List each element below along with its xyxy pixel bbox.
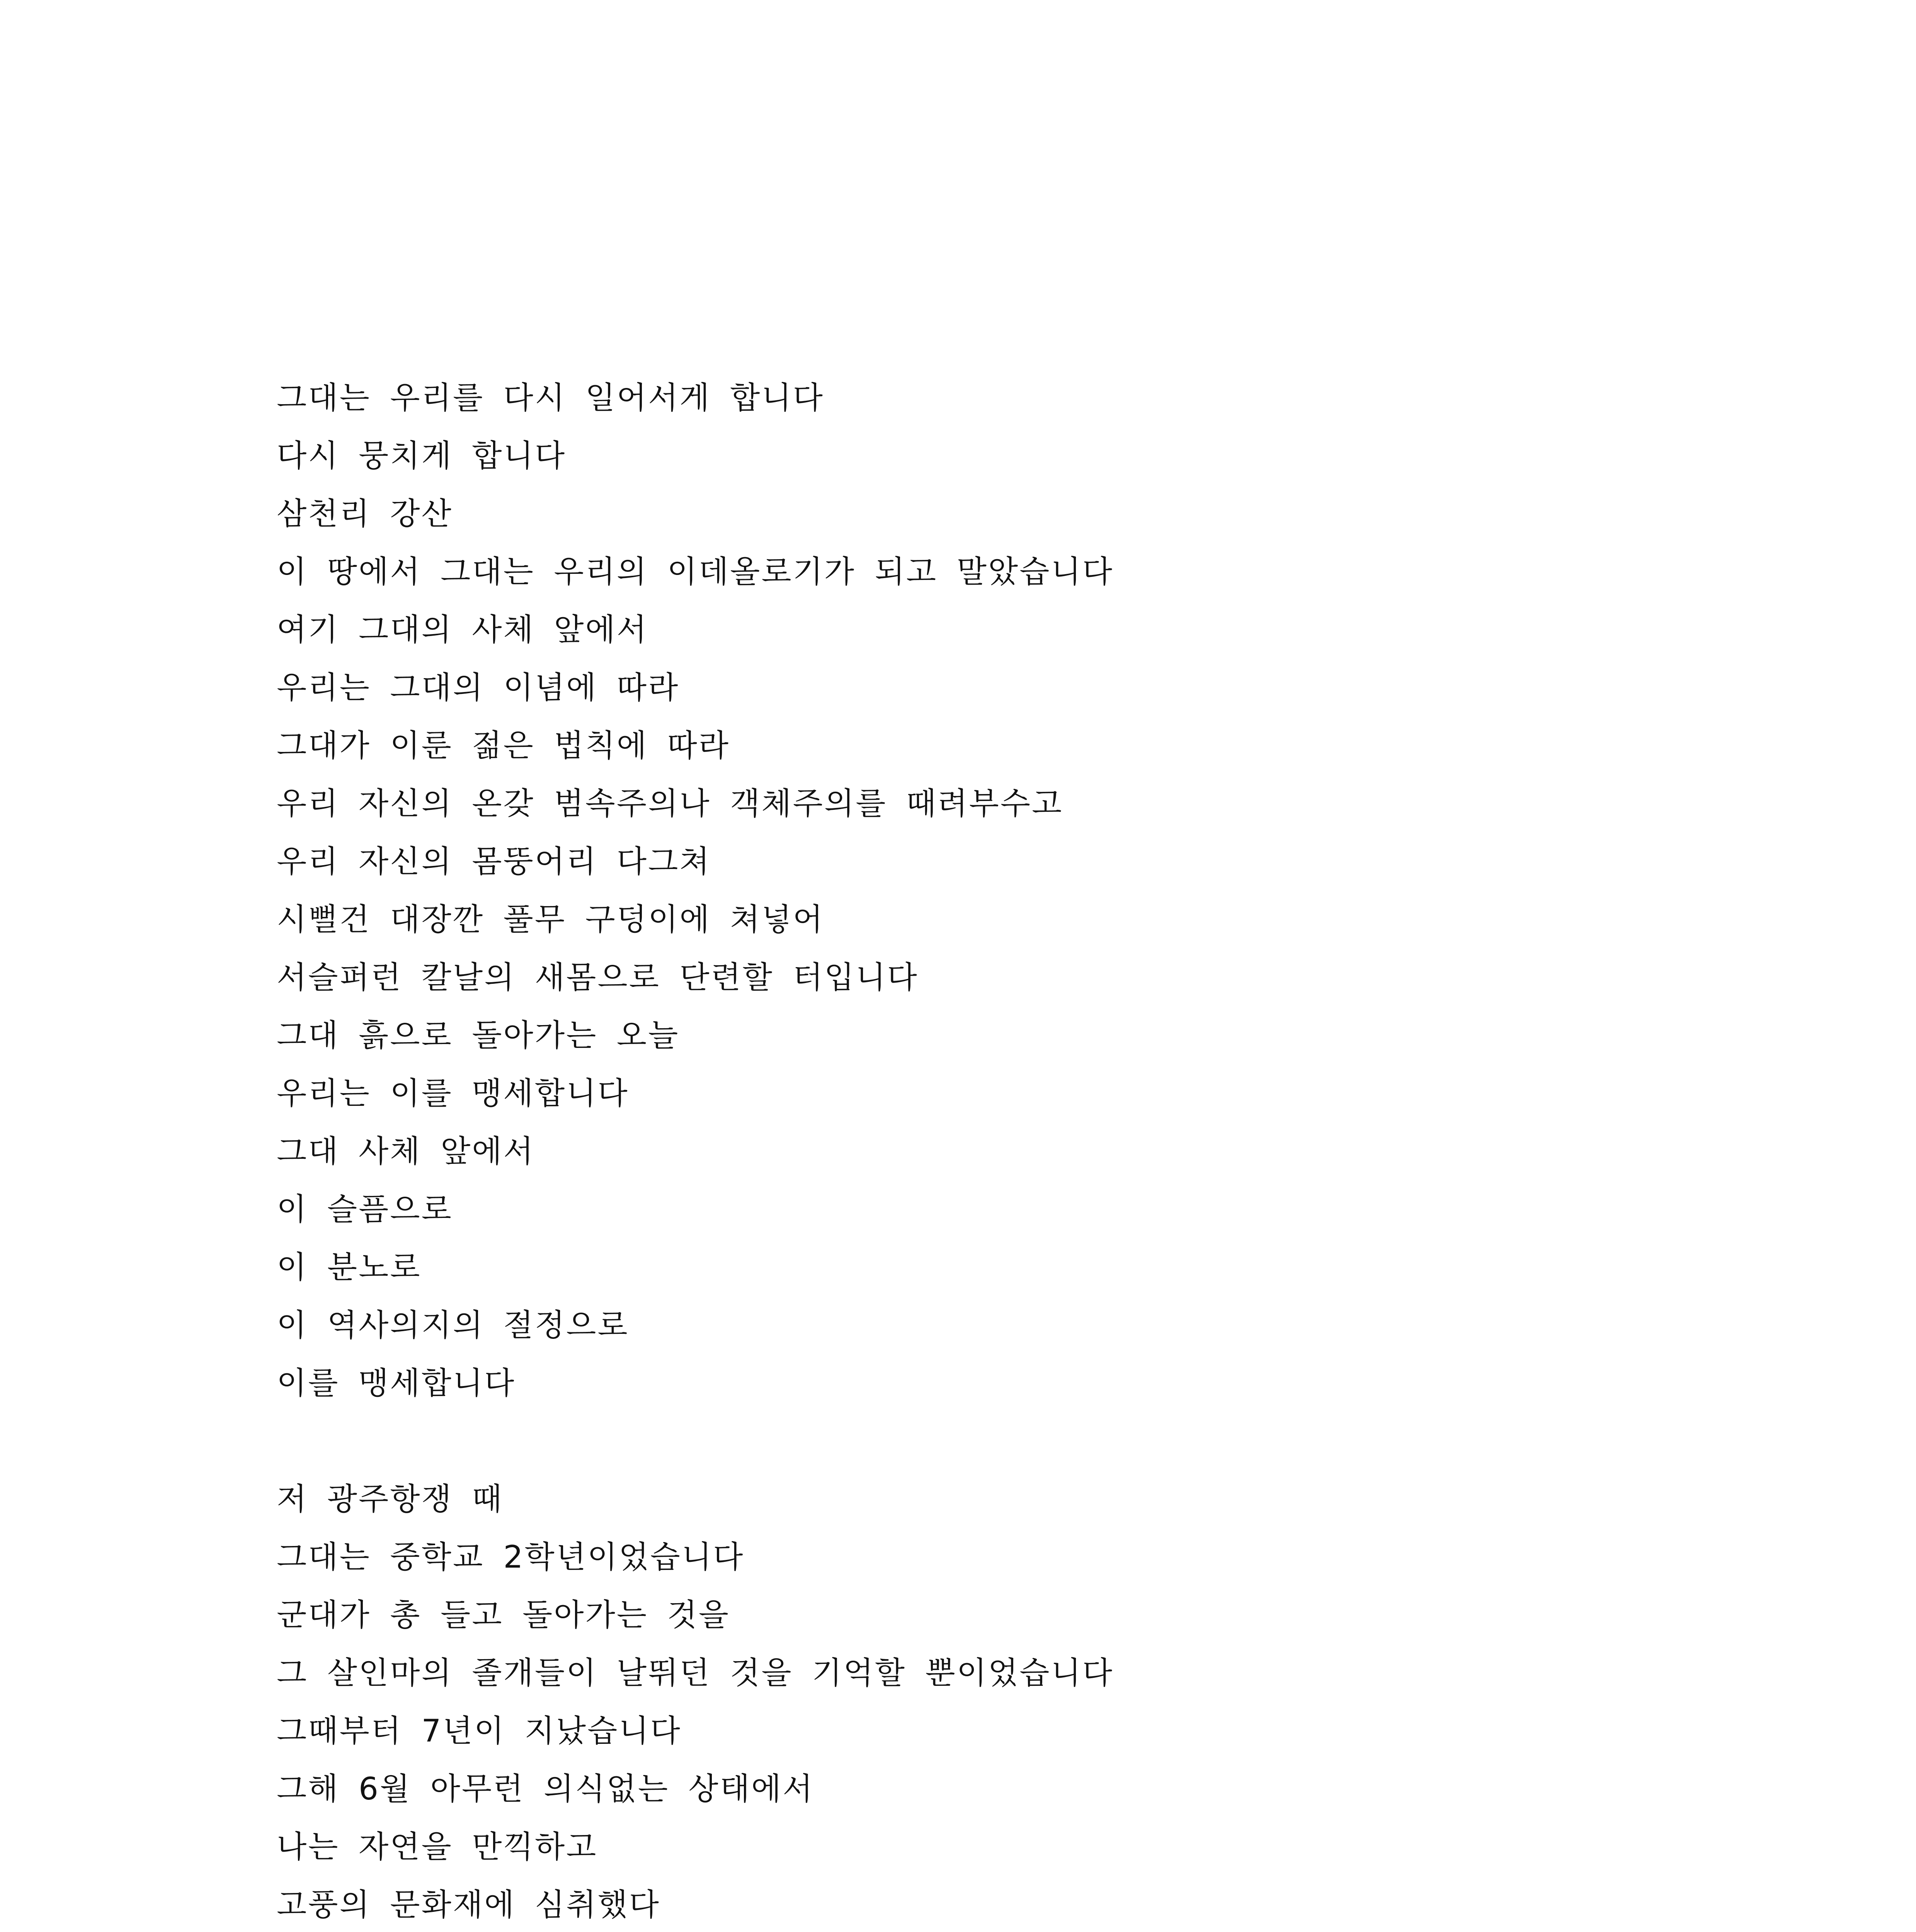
poem-line: 이 땅에서 그대는 우리의 이데올로기가 되고 말았습니다 [277, 554, 1114, 590]
poem-body [277, 369, 1668, 1932]
poem-line: 그때부터 7년이 지났습니다 [277, 1713, 682, 1749]
poem-line: 나는 자연을 만끽하고 [277, 1829, 598, 1865]
poem-line: 우리는 그대의 이념에 따라 [277, 670, 680, 706]
stanza [277, 369, 1668, 1412]
poem-line: 이 슬픔으로 [277, 1191, 453, 1227]
poem-line: 고풍의 문화재에 심취했다 [277, 1887, 660, 1923]
poem-line: 이를 맹세합니다 [277, 1365, 516, 1401]
poem-line: 그 살인마의 졸개들이 날뛰던 것을 기억할 뿐이었습니다 [277, 1655, 1114, 1691]
poem-line: 군대가 총 들고 돌아가는 것을 [277, 1597, 730, 1633]
poem-line: 그대 흙으로 돌아가는 오늘 [277, 1017, 680, 1053]
poem-line: 시뻘건 대장깐 풀무 구덩이에 쳐넣어 [277, 901, 824, 937]
poem-line: 우리 자신의 온갖 범속주의나 객체주의를 때려부수고 [277, 786, 1063, 821]
poem-line: 이 분노로 [277, 1249, 422, 1285]
poem-line: 저 광주항쟁 때 [277, 1481, 504, 1517]
poem-line: 여기 그대의 사체 앞에서 [277, 612, 648, 648]
poem-line: 그대는 중학교 2학년이었습니다 [277, 1539, 745, 1575]
stanza [277, 1470, 1668, 1932]
poem-line: 이 역사의지의 절정으로 [277, 1307, 629, 1343]
poem-line: 삼천리 강산 [277, 496, 453, 532]
poem-line: 그대는 우리를 다시 일어서게 합니다 [277, 380, 824, 416]
poem-line: 그대가 이룬 젊은 법칙에 따라 [277, 728, 730, 764]
poem-line: 그대 사체 앞에서 [277, 1133, 535, 1169]
poem-line: 우리 자신의 몸뚱어리 다그쳐 [277, 844, 711, 879]
stanza-break [277, 1412, 1668, 1470]
poem-line: 서슬퍼런 칼날의 새몸으로 단련할 터입니다 [277, 959, 919, 995]
poem-line: 우리는 이를 맹세합니다 [277, 1075, 629, 1111]
poem-line: 다시 뭉치게 합니다 [277, 438, 567, 474]
poem-line: 그해 6월 아무런 의식없는 상태에서 [277, 1771, 814, 1807]
